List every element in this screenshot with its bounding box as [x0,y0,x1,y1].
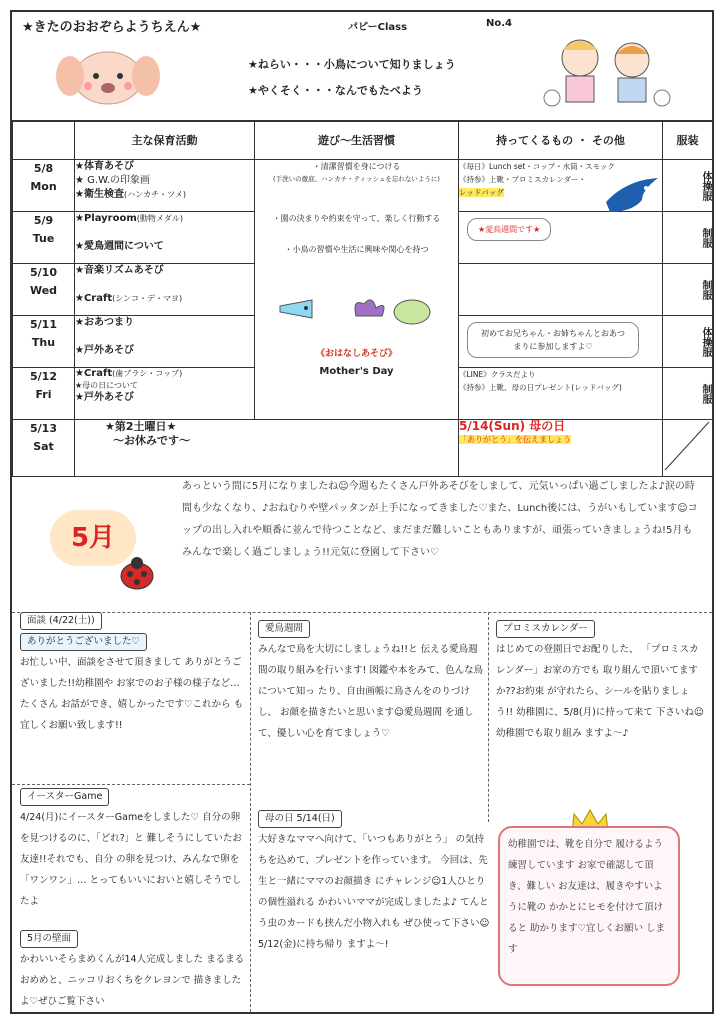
activity-item: ★戸外あそび [75,345,134,356]
col-header-uniform: 服装 [663,121,713,160]
interview-title: 面談 (4/22(土)) [20,612,102,630]
activity-item: ★ G.W.の印象画 [75,175,150,186]
habit-item: ・小鳥の習慣や生活に興味や関心を持つ [284,245,429,254]
uniform-cell: 制服 [663,264,713,316]
activity-item: ★戸外あそび [75,392,134,403]
shoes-notice-text: 幼稚園では、靴を自分で 履けるよう練習しています お家で確認して頂き、難しい お友達は、履きやすいように靴の かかとにヒモを付けて頂けると 助かります♡宜しくお願い します [508,839,666,955]
mothers-day-date: 5/14(Sun) 母の日 [459,419,566,433]
date-label: 5/9 [33,214,54,227]
newsletter-header [12,12,712,122]
divider [488,612,489,822]
issue-number: No.4 [486,18,512,29]
col-header-play: 遊び～生活習慣 [255,121,459,160]
bring-cell [459,264,663,316]
divider [12,784,250,785]
activity-item: ★Craft [75,368,113,379]
promise-calendar-title: プロミスカレンダー [496,620,595,638]
habit-note: (手洗いの徹底、ハンカチ・ティッシュを忘れないように) [273,175,440,183]
activity-item: ★体育あそび [75,161,134,172]
weekday-label: Sat [33,440,54,453]
mothers-day-label: Mother's Day [319,366,394,377]
bring-item: 《LINE》クラスだより [459,370,536,379]
easter-section [20,786,246,926]
activity-cell [75,212,255,264]
intro-message: あっという間に5月になりましたね☺今週もたくさん戸外あそびをしまして、元気いっぱい過ごしましたよ♪涙の時間も少なくなり、♪おねむりや壁パッタンが上手になってきました♡また、Lunch後には、うがいもしています☺コップの出し入れや順番に並んで待つことなど、まだまだ難しいこともありますが、頑張っていきましょうね!5月もみんなで楽しく過ごしましょう!!元気に登園して下さい♡ [182,481,698,558]
activity-item: ★おあつまり [75,317,134,328]
weekly-aim: ★ねらい・・・小鳥について知りましょう [248,58,456,71]
activity-item: ★衛生検査 [75,189,124,200]
wall-title: 5月の壁面 [20,930,78,948]
weekday-label: Fri [35,388,52,401]
bring-item: レッドバッグ [459,188,504,197]
wall-section [20,928,246,1010]
bring-item: 《持参》上靴・プロミスカレンダー・ [459,175,587,184]
mothers-day-title: 母の日 5/14(日) [258,810,342,828]
interview-text: お忙しい中、面談をさせて頂きまして ありがとうございました!!幼稚園や お家でのお子様の様子など…たくさん お話ができ、嬉しかったです♡これから も宜しくお願い致します!! [20,657,244,731]
gathering-bubble: 初めてお兄ちゃん・お姉ちゃんとおあつまりに参加しますよ♡ [467,322,639,358]
activity-item: ★母の日について [75,381,139,390]
mothers-day-text: 大好きなママへ向けて、「いつもありがとう」 の気持ちを込めて、プレゼントを作っています。 今回は、先生と一緒にママのお顔描き にチャレンジ☺1人ひとりの個性溢れる かわいいママが完成しましたよ♪ てんとう虫のカードも挟んだ小物入れも ぜひ使って下さい☺5/12(金)に持ち帰り ますよ～! [258,834,490,950]
bring-cell [459,212,663,264]
bird-week-text: みんなで鳥を大切にしましょうね!!と 伝える愛鳥週間の取り組みを行います! 図鑑や本をみて、色んな鳥について知っ たり、自由画帳に鳥さんをのりづけし、 お顔を描きたいと思います☺愛鳥週間 を通して、優しい心を育てましょう♡ [258,644,484,739]
date-label: 5/10 [30,266,57,279]
date-label: 5/8 [33,162,54,175]
day-cell [13,368,75,420]
date-label: 5/11 [30,318,57,331]
bring-item: 《毎日》Lunch set・コップ・水筒・スモック [459,162,615,171]
wall-text: かわいいそらまめくんが14人完成しました まるまるおめめと、ニッコリおくちをクレヨンで 描きましたよ♡ぜひご覧下さい [20,954,245,1007]
interview-tag: ありがとうございました♡ [20,633,147,651]
date-label: 5/13 [30,422,57,435]
ladybug-icon [116,554,158,592]
date-label: 5/12 [30,370,57,383]
weekly-schedule-table [12,120,713,477]
shoes-notice-scroll [498,826,680,986]
uniform-cell: 体操服 [663,160,713,212]
promise-calendar-text: はじめての登園日でお配りした、 「プロミスカレンダー」お家の方でも 取り組んで頂いてますか??お約束 が守れたら、シールを貼りましょう!! 幼稚園に、5/8(月)に持って来て 下さいね☺幼稚園でも取り組み ますよ～♪ [496,644,704,739]
story-play-label: 《おはなしあそび》 [315,349,398,359]
bring-cell [459,368,663,420]
month-badge: 5月 [50,510,136,566]
activity-note: (シンコ・デ・マヨ) [112,294,183,303]
notes-section [12,462,712,1012]
holiday-title: ★第2土曜日★ [105,420,177,433]
newsletter-page [10,10,714,1014]
children-illustration [532,28,682,112]
uniform-cell: 制服 [663,368,713,420]
col-header-activities: 主な保育活動 [75,121,255,160]
divider [250,612,251,1012]
school-name: ★きたのおおぞらようちえん★ [22,20,202,35]
activity-note: (歯ブラシ・コップ) [112,369,183,378]
puppy-illustration [52,46,164,106]
activity-note: (動物メダル) [136,214,184,223]
class-name: パピーClass [348,22,408,33]
holiday-note: ～お休みです～ [113,434,190,447]
activity-cell [75,368,255,420]
promise-calendar-section [496,618,706,818]
day-cell [13,160,75,212]
uniform-cell: 体操服 [663,316,713,368]
activity-cell [75,316,255,368]
bring-cell [459,316,663,368]
carp-flag-iris-mochi-icon [272,290,442,330]
col-header-date [13,121,75,160]
easter-text: 4/24(月)にイースターGameをしました♡ 自分の卵を見つけるのに、「どれ?」と 難しそうにしていたお友達!!それでも、自分 の卵を見つけ、みんなで卵を「ワンワン」… とってもいいにおいと嬉しそうでしたよ [20,812,242,907]
day-cell [13,212,75,264]
weekday-label: Thu [31,336,56,349]
thank-you-note: 「ありがとう」を伝えましょう [459,435,571,444]
weekday-label: Tue [32,232,55,245]
weekday-label: Mon [30,180,57,193]
day-cell [13,316,75,368]
interview-section [20,610,246,782]
habit-item: ・園の決まりや約束を守って、楽しく行動する [272,214,441,223]
col-header-bring: 持ってくるもの ・ その他 [459,121,663,160]
weekly-promise: ★やくそく・・・なんでもたべよう [248,84,423,97]
bird-week-bubble: ★愛鳥週間です★ [467,218,551,241]
activity-note: (ハンカチ・ツメ) [123,190,187,199]
bird-week-title: 愛鳥週間 [258,620,310,638]
swallow-icon [602,176,662,216]
day-cell [13,264,75,316]
bring-item: 《持参》上靴、母の日プレゼント(レッドバッグ) [459,383,622,392]
bird-week-section [258,618,484,804]
activity-item: ★Playroom [75,213,137,224]
activity-item: ★愛鳥週間について [75,241,164,252]
activity-item: ★Craft [75,293,113,304]
weekday-label: Wed [29,284,58,297]
mothers-day-section [258,808,492,1008]
uniform-cell: 制服 [663,212,713,264]
table-header-row [13,121,713,160]
play-habits-cell [255,160,459,420]
habit-item: ・清潔習慣を身につける [312,162,401,171]
easter-title: イースターGame [20,788,109,806]
activity-item: ★音楽リズムあそび [75,265,164,276]
activity-cell [75,264,255,316]
activity-cell [75,160,255,212]
